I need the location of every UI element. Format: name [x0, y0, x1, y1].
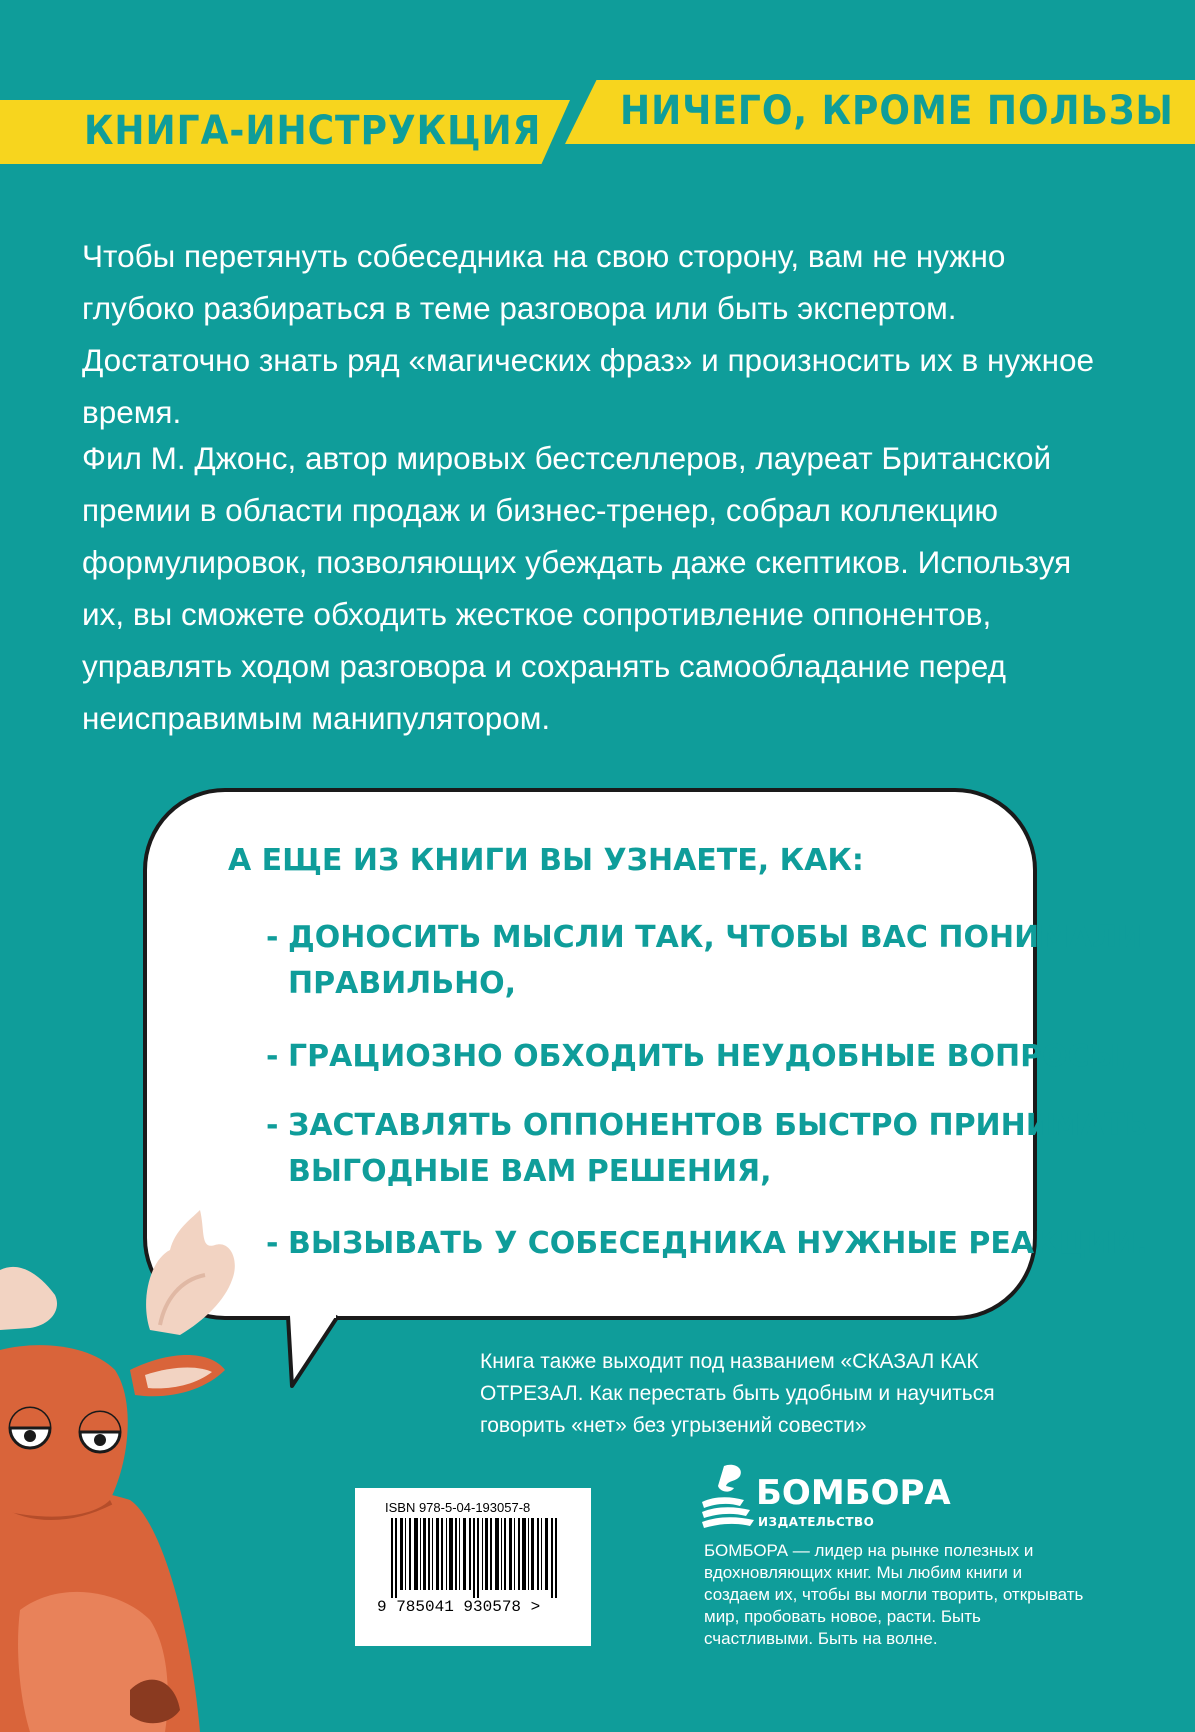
- list-item-line1: ЗАСТАВЛЯТЬ ОППОНЕНТОВ БЫСТРО ПРИНИМАТЬ: [288, 1108, 1148, 1143]
- list-item: [266, 915, 1142, 1007]
- isbn-digits: 9 785041 930578 >: [377, 1598, 541, 1616]
- bullet-dash: -: [266, 920, 279, 955]
- list-item-line1: ДОНОСИТЬ МЫСЛИ ТАК, ЧТОБЫ ВАС ПОНИМАЛИ: [288, 920, 1143, 955]
- list-item-line1: ГРАЦИОЗНО ОБХОДИТЬ НЕУДОБНЫЕ ВОПРОСЫ,: [288, 1039, 1133, 1074]
- list-item: [266, 1103, 1147, 1195]
- publisher-name: БОМБОРА: [756, 1473, 951, 1513]
- intro-paragraph-2: Фил М. Джонс, автор мировых бестселлеров, лауреат Британской премии в области продаж и бизнес-тренер, собрал коллекцию формулировок, позволяющих убеждать даже скептиков. Используя их, вы сможете обходить жесткое сопротивление оппонентов, управлять ходом разговора и сохранять самообладание перед неисправимым манипулятором.: [82, 440, 1072, 736]
- list-item: [266, 1221, 1148, 1267]
- publisher-subtitle: ИЗДАТЕЛЬСТВО: [758, 1515, 875, 1529]
- barcode: [355, 1488, 591, 1646]
- bullet-dash: -: [266, 1108, 279, 1143]
- publisher-about: БОМБОРА — лидер на рынке полезных и вдохновляющих книг. Мы любим книги и создаем их, чтобы вы могли творить, открывать мир, пробовать новое, расти. Быть счастливыми. Быть на волне.: [704, 1541, 1084, 1648]
- isbn-label: ISBN 978-5-04-193057-8: [385, 1500, 531, 1515]
- bubble-heading: А ЕЩЕ ИЗ КНИГИ ВЫ УЗНАЕТЕ, КАК:: [228, 843, 864, 878]
- alt-title-note: Книга также выходит под названием «СКАЗАЛ КАК ОТРЕЗАЛ. Как перестать быть удобным и научиться говорить «нет» без угрызений совести»: [480, 1350, 995, 1437]
- list-item: [266, 1034, 1132, 1080]
- barcode-bars: [391, 1518, 561, 1598]
- banner-left-text: КНИГА-ИНСТРУКЦИЯ: [84, 108, 542, 154]
- list-item-line2: ПРАВИЛЬНО,: [288, 966, 517, 1001]
- banner-right-text: НИЧЕГО, КРОМЕ ПОЛЬЗЫ: [620, 88, 1174, 134]
- bombora-logo-icon: [700, 1462, 756, 1528]
- list-item-line2: ВЫГОДНЫЕ ВАМ РЕШЕНИЯ,: [288, 1154, 772, 1189]
- moose-illustration: [0, 1200, 300, 1732]
- list-item-line1: ВЫЗЫВАТЬ У СОБЕСЕДНИКА НУЖНЫЕ РЕАКЦИИ.: [288, 1226, 1149, 1261]
- bullet-dash: -: [266, 1226, 279, 1261]
- intro-paragraph-1: Чтобы перетянуть собеседника на свою сторону, вам не нужно глубоко разбираться в теме разговора или быть экспертом. Достаточно знать ряд «магических фраз» и произносить их в нужное время.: [82, 238, 1095, 430]
- bullet-dash: -: [266, 1039, 279, 1074]
